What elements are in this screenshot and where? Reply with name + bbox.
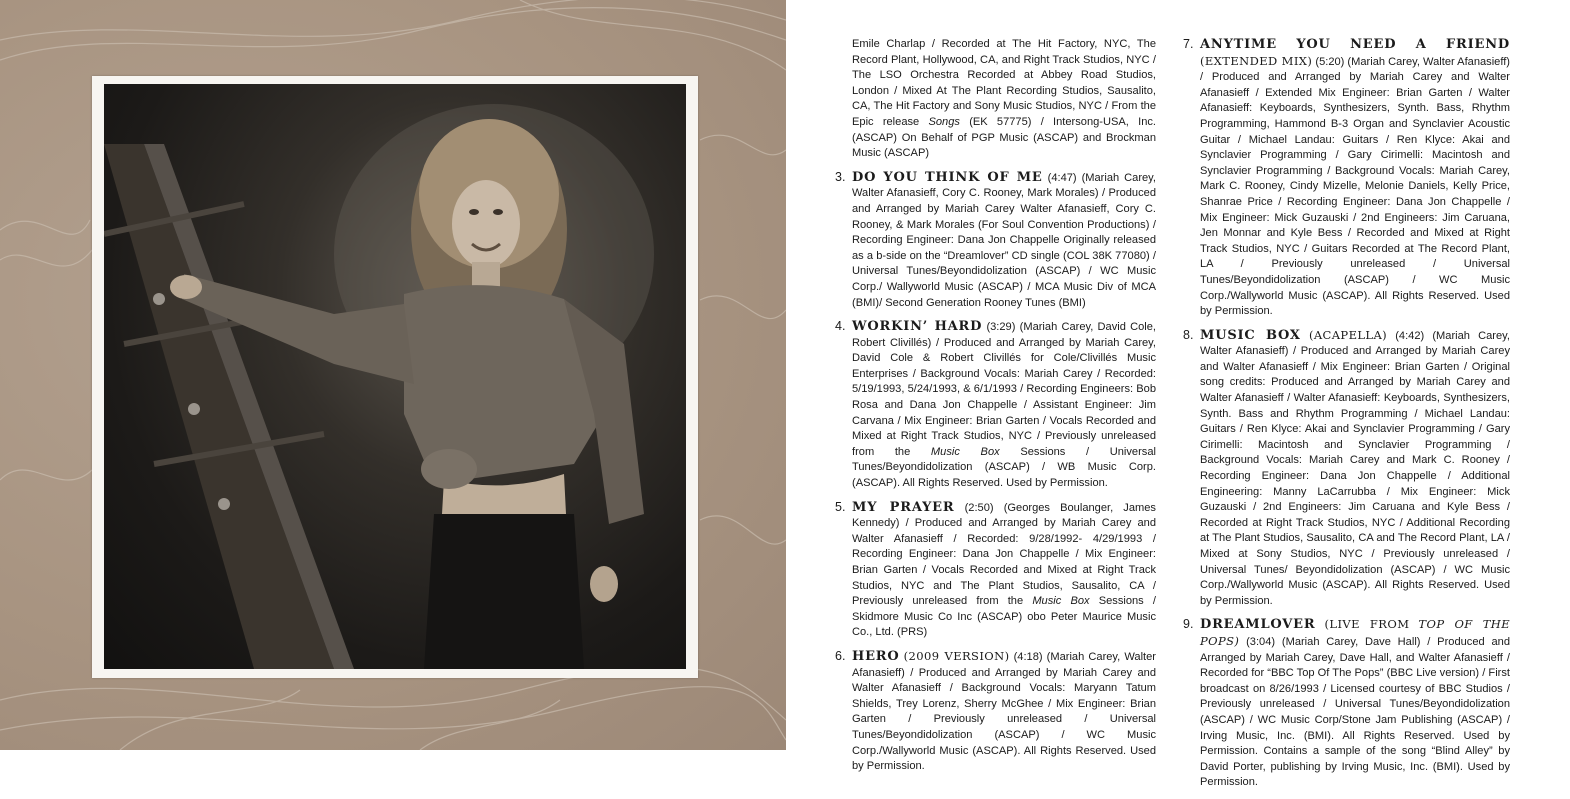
track-6-entry [835, 648, 1156, 775]
track-version: (2009 VERSION) [903, 648, 1010, 663]
track-number: 7. [1183, 37, 1194, 51]
track-title: WORKIN’ HARD [852, 319, 983, 335]
track-title: DREAMLOVER [1200, 617, 1316, 633]
credits-column-left [835, 37, 1156, 783]
track-number: 8. [1183, 327, 1194, 342]
track-version: (EXTENDED MIX) [1200, 53, 1313, 68]
track-credits: (3:29) (Mariah Carey, David Cole, Robert Clivillés) / Produced and Arranged by Mariah Carey, David Cole & Robert Clivillés for Cole/Clivillés Music Enterprises / Background Vocals: Mariah Carey / Recorded: 5/19/1993, 5/24/1993, & 6/1/1993 / Recording Engineers: Bob Rosa and Dana Jon Chappelle / Assistant Engineer: Jim Carvana / Mix Engineer: Brian Garten / Vocals Recorded and Mixed at Right Track Studios, NYC / Previously unreleased from the [852, 321, 1156, 458]
portrait-photo [104, 84, 686, 669]
portrait-illustration [104, 84, 686, 669]
track-title: MUSIC BOX [1200, 327, 1301, 343]
track-7-entry [1183, 37, 1510, 320]
track-8-entry [1183, 327, 1510, 610]
track-title: HERO [852, 648, 900, 664]
track-credits: (3:04) (Mariah Carey, Dave Hall) / Produced and Arranged by Mariah Carey, Dave Hall, and Walter Afanasieff / Recorded for “BBC Top Of The Pops” (BBC Live version) / First broadcast on 8/26/1993 / Licensed courtesy of BBC Studios / Previously unreleased / Universal Tunes/Beyondidolization (ASCAP) / WC Music Corp/Stone Jam Publishing (ASCAP) / Irving Music, Inc. (BMI). All Rights Reserved. Used by Permission. Contains a sample of the song “Blind Alley” by David Porter, publishing by Irving Music, Inc. (BMI). Used by Permission. [1200, 635, 1510, 789]
track-4-entry: 4. WORKIN’ HARD (3:29) (Mariah Carey, David Cole, Robert Clivillés) / Produced and Arranged by Mariah Carey, David Cole & Robert Clivillés for Cole/Clivillés Music Enterprises / Background Vocals: Mariah Carey / Recorded: 5/19/1993, 5/24/1993, & 6/1/1993 / Recording Engineers: Bob Rosa and Dana Jon Chappelle / Assistant Engineer: Jim Carvana / Mix Engineer: Brian Garten / Vocals Recorded and Mixed at Right Track Studios, NYC / Previously unreleased from the Music Box Sessions / Universal Tunes/Beyondidolization (ASCAP) / WB Music Corp. (ASCAP). All Rights Reserved. Used by Permission. [835, 319, 1156, 490]
credits-column-right [1183, 37, 1510, 799]
left-panel [0, 0, 786, 750]
track-number: 5. [835, 499, 846, 514]
track-credits: (5:20) (Mariah Carey, Walter Afanasieff) / Produced and Arranged by Mariah Carey and Walter Afanasieff / Extended Mix Engineer: Brian Garten / Walter Afanasieff: Keyboards, Synthesizers, Synth. Bass, Rhythm Programming, Hammond B-3 Organ and Synclavier Acoustic Guitar / Michael Landau: Guitars / Ren Klyce: Akai and Synclavier Programming / Gary Cirimelli: Macintosh and Synclavier Programming / Background Vocals: Mariah Carey, Mark C. Rooney, Cindy Mizelle, Melonie Daniels, Kelly Price, Shanrae Price / Recording Engineer: Dana Jon Chappelle / Mix Engineer: Mick Guzauski / 2nd Engineers: Jim Caruana, Jen Monnar and Kyle Bess / Recorded and Mixed at Right Track Studios, NYC / Guitars Recorded at The Record Plant, LA / Previously unreleased / Universal Tunes/Beyondidolization (ASCAP) / WC Music Corp./Wallyworld Music (ASCAP). All Rights Reserved. Used by Permission. [1200, 55, 1510, 318]
track-title: MY PRAYER [852, 499, 955, 515]
track-9-entry [1183, 617, 1510, 791]
track-version-italic: TOP OF THE POPS) [1200, 617, 1510, 648]
track-2-credits-continued: Emile Charlap / Recorded at The Hit Factory, NYC, The Record Plant, Hollywood, CA, and Right Track Studios, NYC / The LSO Orchestra Recorded at Abbey Road Studios, London / Mixed At The Plant Recording Studios, Sausalito, CA, The Hit Factory and Sony Music Studios, NYC / From the Epic release Songs (EK 57775) / Intersong-USA, Inc. (ASCAP) On Behalf of PGP Music (ASCAP) and Brockman Music (ASCAP) [852, 38, 1156, 160]
track-credits: (4:47) (Mariah Carey, Walter Afanasieff, Cory C. Rooney, Mark Morales) / Produced and Arranged by Mariah Carey Walter Afanasieff, Cory C. Rooney, & Mark Morales (For Soul Convention Productions) / Recording Engineer: Dana Jon Chappelle Originally released as a b-side on the “Dreamlover” CD single (COL 38K 77080) / Universal Tunes/Beyondidolization (ASCAP) / WC Music Corp./ Wallyworld Music (ASCAP) / MCA Music Div of MCA (BMI)/ Second Generation Rooney Tunes (BMI) [852, 171, 1156, 309]
track-number: 9. [1183, 617, 1194, 632]
track-credits: (4:42) (Mariah Carey, Walter Afanasieff) / Produced and Arranged by Mariah Carey and Walter Afanasieff / Mix Engineer: Brian Garten / Original song credits: Produced and Arranged by Mariah Carey and Walter Afanasieff / Walter Afanasieff: Keyboards, Synthesizers, Synth. Bass and Rhythm Programming / Michael Landau: Guitars / Ren Klyce: Akai and Synclavier Programming / Gary Cirimelli: Macintosh and Synclavier Programming / Background Vocals: Mariah Carey and Mark C. Rooney / Recording Engineer: Dana Jon Chappelle / Additional Engineering: Manny LaCarrubba / Mix Engineer: Mick Guzauski / 2nd Engineers: Jim Caruana and Kyle Bess / Recorded at Right Track Studios, NYC / Additional Recording at The Plant Studios, Sausalito, CA and The Record Plant, LA / Mixed at Sony Studios, NYC / Previously unreleased / Universal Tunes/ Beyondidolization (ASCAP) / WC Music Corp./Wallyworld Music (ASCAP). All Rights Reserved. Used by Permission. [1200, 329, 1510, 607]
track-number: 6. [835, 648, 846, 663]
track-version: (ACAPELLA) [1308, 327, 1388, 342]
track-5-entry: 5. MY PRAYER (2:50) (Georges Boulanger, James Kennedy) / Produced and Arranged by Mariah Carey and Walter Afanasieff / Recorded: 9/28/1992- 4/29/1993 / Recording Engineer: Dana Jon Chappelle / Mix Engineer: Brian Garten / Vocals Recorded and Mixed at Right Track Studios, NYC and The Plant Studios, Sausalito, CA / Previously unreleased from the Music Box Sessions / Skidmore Music Co Inc (ASCAP) obo Peter Maurice Music Co., Ltd. (PRS) [835, 499, 1156, 639]
track-number: 4. [835, 319, 846, 334]
track-title: ANYTIME YOU NEED A FRIEND [1200, 37, 1510, 52]
track-credits: (4:18) (Mariah Carey, Walter Afanasieff) / Produced and Arranged by Mariah Carey and Walter Afanasieff / Background Vocals: Maryann Tatum Shields, Trey Lorenz, Sherry McGhee / Mix Engineer: Brian Garten / Previously unreleased / Universal Tunes/Beyondidolization (ASCAP) / WC Music Corp./Wallyworld Music (ASCAP). All Rights Reserved. Used by Permission. [852, 650, 1156, 773]
track-number: 3. [835, 169, 846, 184]
track-title: DO YOU THINK OF ME [852, 169, 1043, 185]
liner-notes-page [786, 0, 1570, 789]
track-version: (LIVE FROM [1324, 617, 1410, 632]
photo-frame [92, 76, 698, 678]
track-credits: (2:50) (Georges Boulanger, James Kennedy) / Produced and Arranged by Mariah Carey and Walter Afanasieff / Recorded: 9/28/1992- 4/29/1993 / Recording Engineer: Dana Jon Chappelle / Mix Engineer: Brian Garten / Vocals Recorded and Mixed at Right Track Studios, NYC and The Plant Studios, Sausalito, CA / Previously unreleased from the [852, 501, 1156, 608]
track-3-entry [835, 169, 1156, 311]
